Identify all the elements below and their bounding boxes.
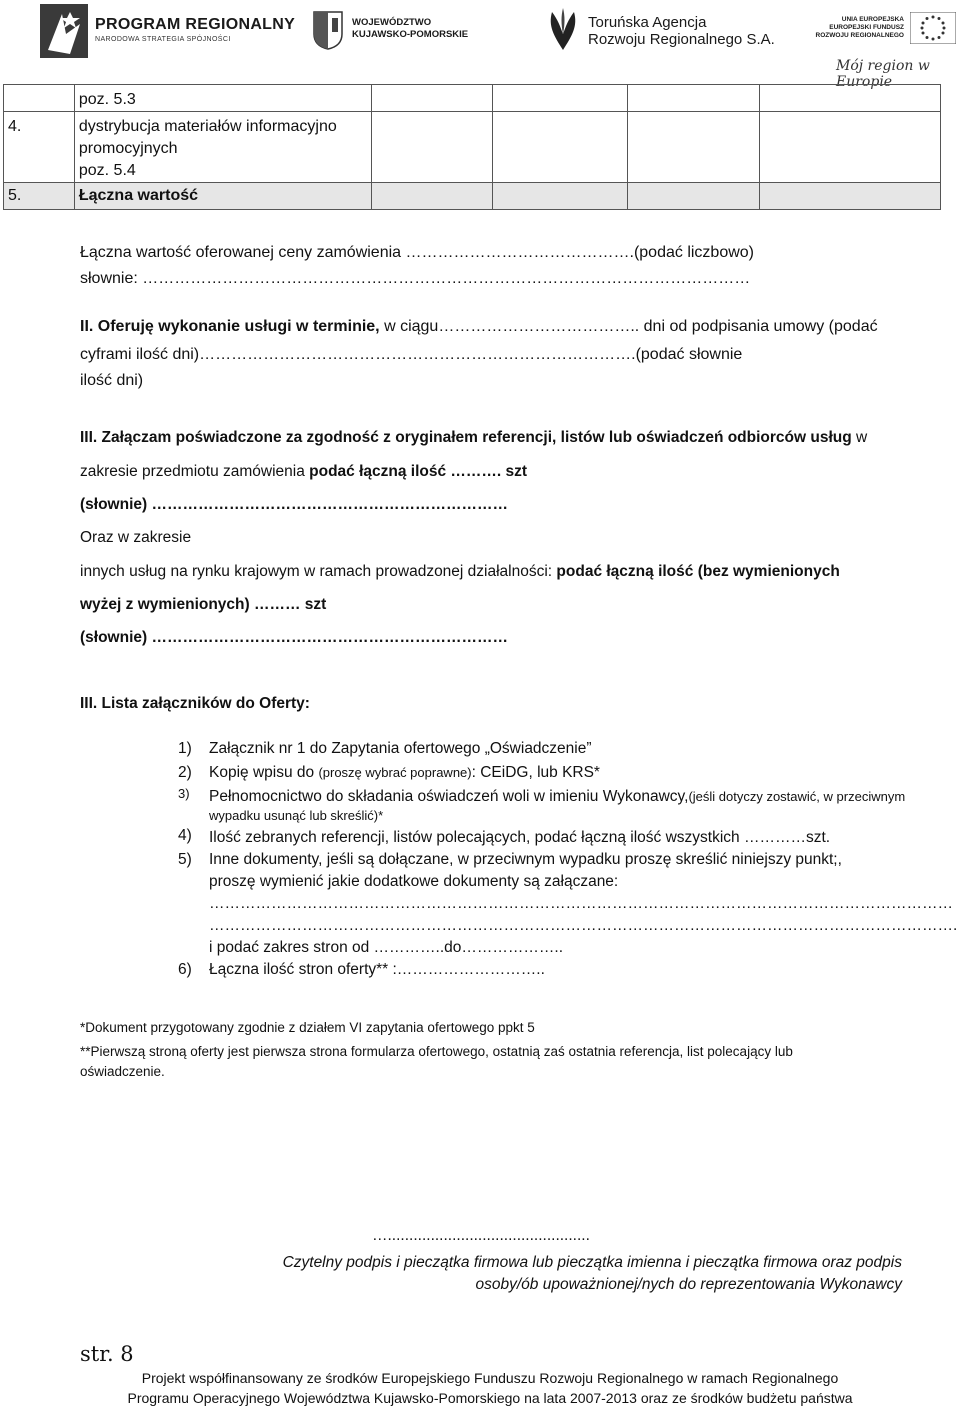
signature-caption-line1: Czytelny podpis i pieczątka firmowa lub pieczątka imienna i pieczątka firmowa oraz podpis [282, 1254, 902, 1271]
references-line6: wyżej z wymienionych) ……… szt [80, 596, 327, 613]
list-item: 1) Załącznik nr 1 do Zapytania ofertowego „Oświadczenie” [178, 740, 592, 757]
program-title: PROGRAM REGIONALNY [95, 16, 296, 33]
row-label: poz. 5.3 [78, 91, 136, 108]
row-label-line2: promocyjnych [78, 140, 178, 157]
list-item: 3) Pełnomocnictwo do składania oświadczeń woli w imieniu Wykonawcy,(jeśli dotyczy zostawić, w przeciwnym wypadku usunąć lub skreślić)* [178, 786, 906, 823]
agency-tulip-logo-icon [546, 6, 580, 52]
list-item: 4) Ilość zebranych referencji, listów polecających, podać łączną ilość wszystkich …………szt. [178, 827, 831, 846]
table-row [4, 85, 941, 112]
signature-caption-line2: osoby/ób upoważnionej/nych do reprezentowania Wykonawcy [475, 1276, 902, 1293]
footnote-2-line1: **Pierwszą stroną oferty jest pierwsza strona formularza ofertowego, ostatnią zaś ostatnia referencja, list polecający lub [80, 1044, 793, 1059]
positions-table [3, 84, 941, 210]
footnote-1: *Dokument przygotowany zgodnie z działem VI zapytania ofertowego ppkt 5 [80, 1020, 535, 1035]
agency-line1: Toruńska Agencja [588, 14, 707, 31]
references-line2: zakresie przedmiotu zamówienia podać łączną ilość ………. szt [80, 463, 528, 480]
agency-line2: Rozwoju Regionalnego S.A. [588, 31, 775, 48]
motto: Mój region w Europie [836, 58, 930, 90]
footer-line2: Programu Operacyjnego Województwa Kujawsko-Pomorskiego na lata 2007-2013 oraz ze środków budżetu państwa [127, 1390, 853, 1406]
references-scope-line: Oraz w zakresie [80, 529, 192, 546]
attachments-heading: III. Lista załączników do Oferty: [80, 695, 310, 712]
attachments-list [178, 738, 958, 981]
total-price-words-line: słownie: …………………………………………………………………………………………………… [80, 270, 751, 287]
term-line1 [80, 316, 878, 338]
program-subtitle: NARODOWA STRATEGIA SPÓJNOŚCI [95, 36, 231, 43]
references-line5: innych usług na rynku krajowym w ramach prowadzonej działalności: podać łączną ilość (bez wymienionych [80, 563, 840, 580]
row-label-line1: dystrybucja materiałów informacyjno [78, 118, 337, 135]
voivodeship-line2: KUJAWSKO-POMORSKIE [352, 29, 469, 40]
row-number: 4. [8, 118, 22, 135]
term-heading: II. Oferuję wykonanie usługi w terminie, [80, 318, 380, 335]
eu-line1: UNIA EUROPEJSKA [841, 16, 904, 23]
term-line3: ilość dni) [80, 372, 144, 389]
references-line1: III. Załączam poświadczone za zgodność z oryginałem referencji, listów lub oświadczeń odbiorców usług w [80, 429, 868, 446]
list-item: 6) Łączna ilość stron oferty** :……………………….. [178, 961, 545, 978]
footnote-2-line2: oświadczenie. [80, 1064, 165, 1079]
eu-line3: ROZWOJU REGIONALNEGO [815, 32, 904, 39]
list-item: 5) Inne dokumenty, jeśli są dołączane, w przeciwnym wypadku proszę skreślić niniejszy punkt;, proszę wymienić jakie dodatkowe dokumenty są załączane: ……………………………………………………………………………………………………………………………… ………………………………………………………………………………………………………………………………. i podać zakres stron od …………..do……………….. [178, 851, 958, 956]
row-number: 5. [8, 187, 22, 204]
voivodeship-crest-icon [312, 10, 344, 50]
row-label: Łączna wartość [78, 187, 199, 204]
table-row-total [4, 183, 941, 210]
program-regionalny-logo-icon [40, 4, 88, 58]
list-item: 2) Kopię wpisu do (proszę wybrać poprawne): CEiDG, lub KRS* [178, 764, 600, 781]
term-line1-rest: w ciągu……………………………….. dni od podpisania umowy (podać [379, 318, 878, 335]
references-heading: III. Załączam poświadczone za zgodność z oryginałem referencji, listów lub oświadczeń odbiorców usług [80, 429, 852, 446]
term-line2: cyframi ilość dni)……………………………………………………………………….(podać słownie [80, 346, 743, 363]
row-label-line3: poz. 5.4 [78, 162, 136, 179]
eu-line2: EUROPEJSKI FUNDUSZ [829, 24, 904, 31]
signature-dots: …............................................... [372, 1227, 590, 1244]
page-number: str. 8 [80, 1342, 134, 1366]
footer-line1: Projekt współfinansowany ze środków Europejskiego Funduszu Rozwoju Regionalnego w ramach Regionalnego [141, 1370, 839, 1386]
references-words-line-2: (słownie) …………………………………………………………… [80, 629, 508, 646]
table-row [4, 112, 941, 183]
eu-flag-icon [910, 12, 956, 44]
voivodeship-line1: WOJEWÓDZTWO [352, 17, 432, 28]
total-price-line: Łączna wartość oferowanej ceny zamówienia …………………………………….(podać liczbowo) [80, 244, 754, 261]
references-words-line: (słownie) …………………………………………………………… [80, 496, 508, 513]
